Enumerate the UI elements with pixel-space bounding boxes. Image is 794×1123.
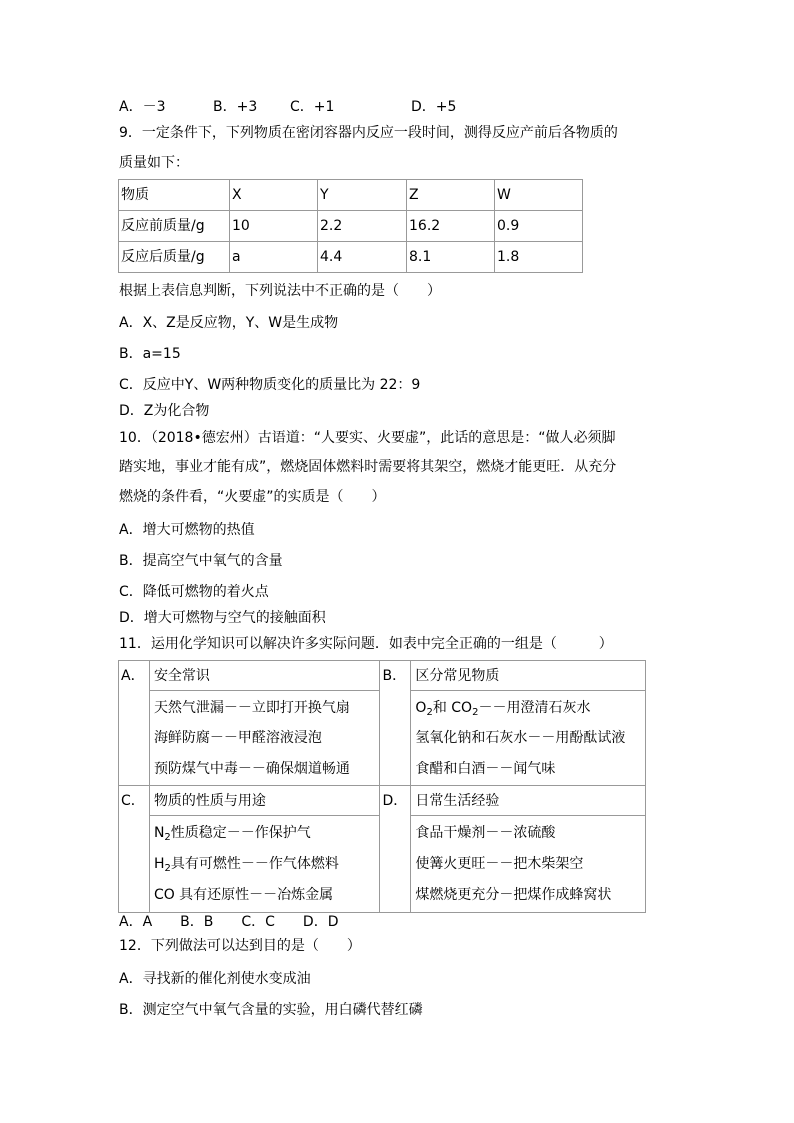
table-cell: 1.8 (495, 242, 583, 273)
table-cell: W (495, 180, 583, 211)
q11-options: A．A B．B C．C D．D (119, 914, 339, 930)
q11-d-title: 日常生活经验 (415, 793, 500, 809)
table-row (119, 211, 583, 242)
q9-option-c: C．反应中Y、W两种物质变化的质量比为 22：9 (119, 377, 421, 393)
q11-d-line3: 煤燃烧更充分－把煤作成蜂窝状 (415, 887, 612, 903)
q10-stem-line1: 10．（2018•德宏州）古语道：“人要实、火要虚”，此话的意思是：“做人必须脚 (119, 430, 616, 446)
q10-stem-line3: 燃烧的条件看，“火要虚”的实质是（ ） (119, 489, 386, 505)
table-row (119, 242, 583, 273)
q9-option-a: A．X、Z是反应物，Y、W是生成物 (119, 315, 339, 331)
table-cell (411, 786, 646, 913)
q11-table (118, 660, 646, 913)
q11-c-line1: $N_2$性质稳定－－作保护气 (153, 825, 311, 843)
q9-option-b: B．a=15 (119, 346, 181, 362)
q11-d-line1: 食品干燥剂－－浓硫酸 (415, 825, 556, 841)
q10-option-a: A．增大可燃物的热值 (119, 522, 255, 538)
table-cell: a (230, 242, 318, 273)
table-cell (149, 661, 380, 786)
q10-option-d: D．增大可燃物与空气的接触面积 (119, 610, 326, 626)
q10-option-b: B．提高空气中氧气的含量 (119, 553, 283, 569)
q9-stem-line2: 质量如下： (119, 155, 189, 171)
table-cell (119, 786, 150, 913)
q11-b-title: 区分常见物质 (415, 668, 500, 684)
q11-stem: 11．运用化学知识可以解决许多实际问题．如表中完全正确的一组是（ ） (119, 636, 613, 652)
table-row (119, 180, 583, 211)
q12-option-a: A．寻找新的催化剂使水变成油 (119, 971, 311, 987)
table-cell: Y (318, 180, 407, 211)
table-cell: 反应后质量/g (119, 242, 230, 273)
q9-question: 根据上表信息判断，下列说法中不正确的是（ ） (119, 283, 441, 299)
table-cell: 8.1 (407, 242, 495, 273)
table-cell: 反应前质量/g (119, 211, 230, 242)
table-cell (119, 661, 150, 786)
q12-stem: 12．下列做法可以达到目的是（ ） (119, 938, 361, 954)
table-cell (149, 786, 380, 913)
table-cell: 16.2 (407, 211, 495, 242)
q11-c-line3: CO 具有还原性－－冶炼金属 (153, 887, 334, 903)
q8-option-a: A．－3 (119, 99, 166, 115)
q11-a-title: 安全常识 (153, 668, 210, 684)
table-cell: 4.4 (318, 242, 407, 273)
q12-option-b: B．测定空气中氧气含量的实验，用白磷代替红磷 (119, 1002, 423, 1018)
table-row (119, 661, 646, 786)
table-cell: X (230, 180, 318, 211)
q11-c-line2: $H_2$具有可燃性－－作气体燃料 (153, 856, 339, 874)
table-cell: 0.9 (495, 211, 583, 242)
table-cell (380, 661, 411, 786)
q9-table (118, 179, 583, 273)
q11-letter-c: C． (121, 793, 145, 809)
q8-option-b: B．+3 (213, 99, 258, 115)
q8-option-d: D．+5 (411, 99, 457, 115)
table-cell: 物质 (119, 180, 230, 211)
table-cell: 10 (230, 211, 318, 242)
q10-option-c: C．降低可燃物的着火点 (119, 584, 269, 600)
q11-letter-d: D． (382, 793, 408, 809)
q11-b-line2: 氢氧化钠和石灰水－－用酚酞试液 (415, 730, 626, 746)
table-cell (380, 786, 411, 913)
q11-a-line1: 天然气泄漏－－立即打开换气扇 (153, 700, 350, 716)
table-row (119, 786, 646, 913)
q11-b-line1: $O_2$和 $CO_2--$用澄清石灰水 (415, 700, 591, 718)
q11-c-title: 物质的性质与用途 (153, 793, 266, 809)
q11-d-line2: 使篝火更旺－－把木柴架空 (415, 856, 584, 872)
q11-letter-a: A． (121, 668, 145, 684)
q8-option-c: C．+1 (290, 99, 335, 115)
q11-a-line2: 海鲜防腐－－甲醛溶液浸泡 (153, 730, 322, 746)
table-cell (411, 661, 646, 786)
q11-a-line3: 预防煤气中毒－－确保烟道畅通 (153, 761, 350, 777)
q11-b-line3: 食醋和白酒－－闻气味 (415, 761, 556, 777)
q11-letter-b: B． (382, 668, 407, 684)
table-cell: 2.2 (318, 211, 407, 242)
q10-stem-line2: 踏实地，事业才能有成”，燃烧固体燃料时需要将其架空，燃烧才能更旺．从充分 (119, 459, 617, 475)
q9-stem-line1: 9．一定条件下，下列物质在密闭容器内反应一段时间，测得反应产前后各物质的 (119, 125, 618, 141)
table-cell: Z (407, 180, 495, 211)
q9-option-d: D．Z为化合物 (119, 403, 210, 419)
